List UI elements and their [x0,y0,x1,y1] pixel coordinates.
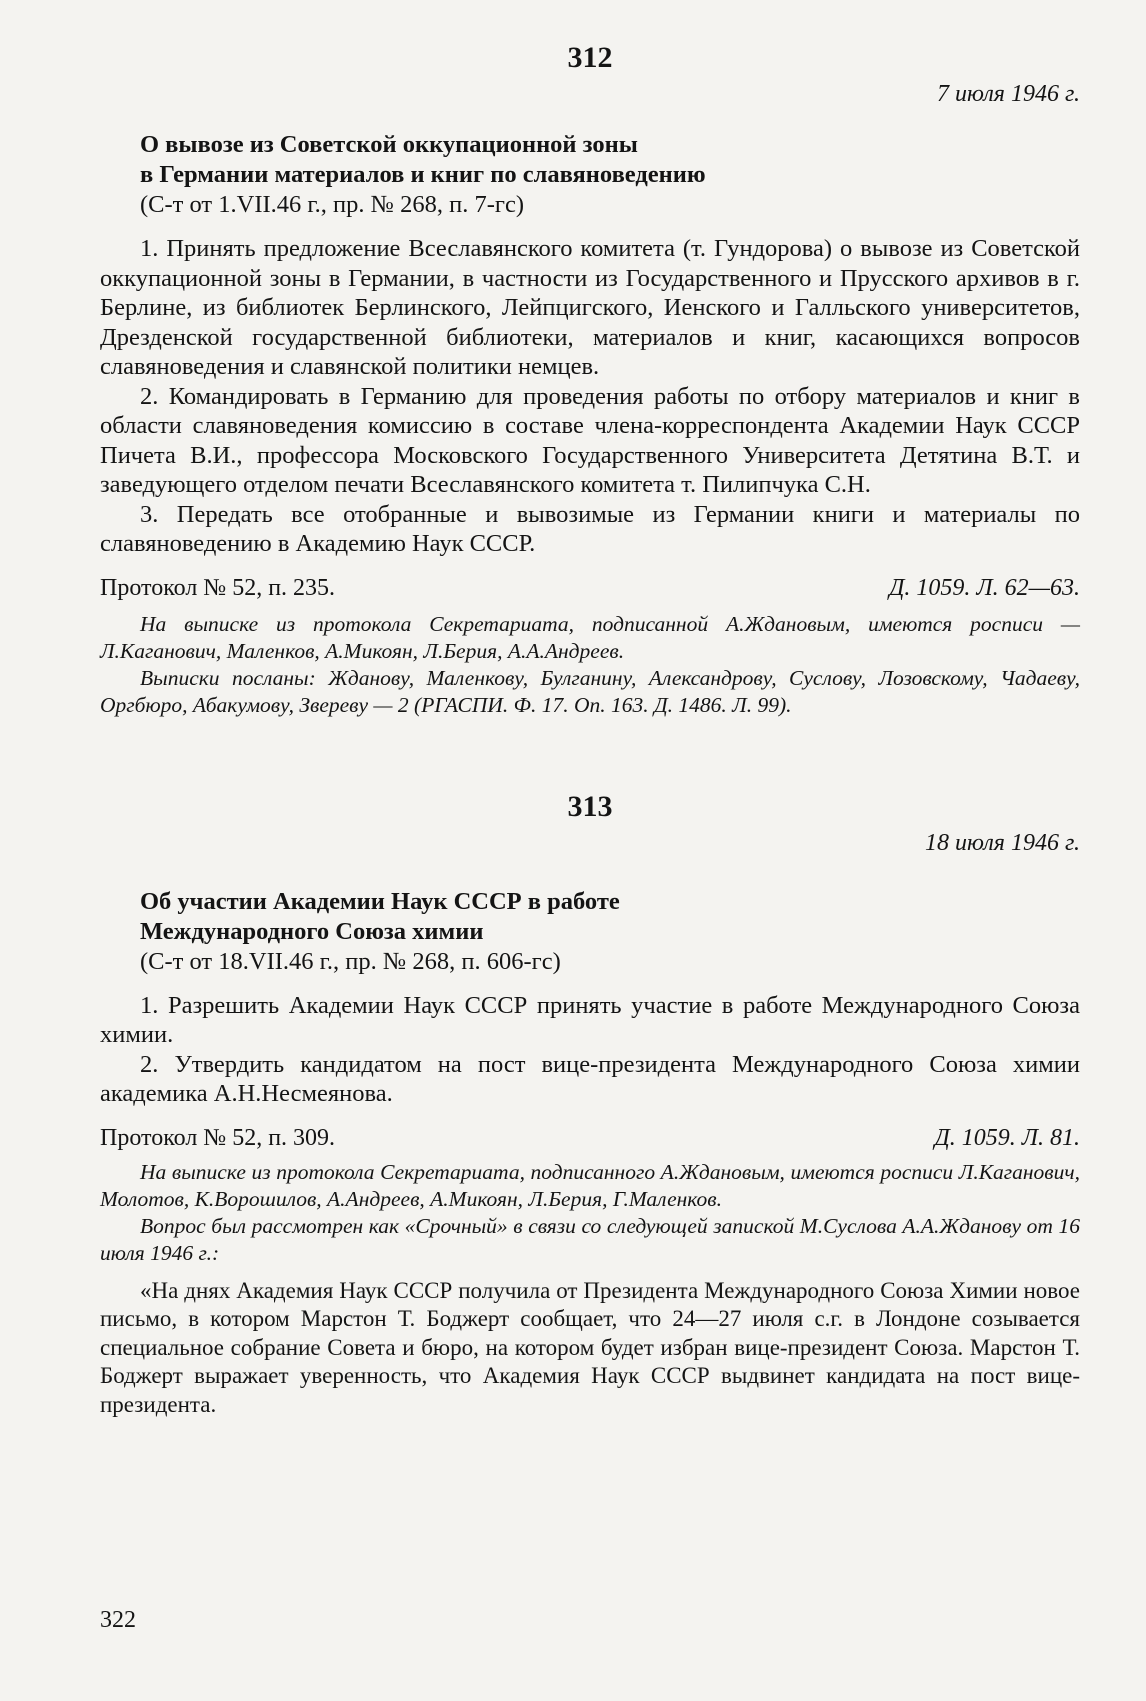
protocol-reference: Протокол № 52, п. 309. [100,1124,336,1151]
protocol-line [100,573,1080,603]
document-title-line: в Германии материалов и книг по славяноведению [140,161,706,188]
document-title-line: Об участии Академии Наук СССР в работе [140,887,620,915]
document-title [140,887,1080,947]
note: На выписке из протокола Секретариата, подписанного А.Ждановым, имеются росписи Л.Каганович, Молотов, К.Ворошилов, А.Андреев, А.Микоян, Л.Берия, Г.Маленков. [100,1159,1080,1211]
protocol-reference: Протокол № 52, п. 235. [100,574,336,601]
paragraph: 2. Утвердить кандидатом на пост вице-президента Международного Союза химии академика А.Н.Несмеянова. [100,1050,1080,1107]
quoted-text: «На днях Академия Наук СССР получила от Президента Международного Союза Химии новое письмо, в котором Марстон Т. Боджерт сообщает, что 24—27 июля с.г. в Лондоне созывается специальное собрание Совета и бюро, на котором будет избран вице-президент Союза. Марстон Т. Боджерт выражает уверенность, что Академия Наук СССР выдвинет кандидата на пост вице-президента. [100,1277,1080,1417]
document-reference: (С-т от 1.VII.46 г., пр. № 268, п. 7-гс) [140,191,525,218]
paragraph: 1. Разрешить Академии Наук СССР принять участие в работе Международного Союза химии. [100,991,1080,1048]
document-number: 313 [567,789,613,823]
document-number: 312 [567,41,613,74]
document-313 [100,789,1080,1420]
document-date: 7 июля 1946 г. [937,81,1080,107]
note: Выписки посланы: Жданову, Маленкову, Булганину, Александрову, Суслову, Лозовскому, Чадаеву, Оргбюро, Абакумову, Звереву — 2 (РГАСПИ. Ф. 17. Оп. 163. Д. 1486. Л. 99). [100,665,1080,717]
note: Вопрос был рассмотрен как «Срочный» в связи со следующей запиской М.Суслова А.А.Жданову от 16 июля 1946 г.: [100,1213,1080,1265]
protocol-line [100,1123,1080,1153]
archive-reference: Д. 1059. Л. 62—63. [889,574,1080,601]
document-page [100,40,1080,1419]
document-title-line: О вывозе из Советской оккупационной зоны [140,131,638,158]
document-312 [100,40,1080,719]
document-date: 18 июля 1946 г. [925,829,1080,856]
paragraph: 3. Передать все отобранные и вывозимые из Германии книги и материалы по славяноведению в Академию Наук СССР. [100,500,1080,557]
page-number: 322 [100,1607,136,1633]
document-title [140,130,1080,190]
paragraph: 1. Принять предложение Всеславянского комитета (т. Гундорова) о вывозе из Советской оккупационной зоны в Германии, в частности из Государственного и Прусского архивов в г. Берлине, из библиотек Берлинского, Лейпцигского, Иенского и Галльского университетов, Дрезденской государственной библиотеки, материалов и книг, касающихся вопросов славяноведения и славянской политики немцев. [100,235,1080,380]
paragraph: 2. Командировать в Германию для проведения работы по отбору материалов и книг в области славяноведения комиссию в составе члена-корреспондента Академии Наук СССР Пичета В.И., профессора Московского Государственного Университета Детятина В.Т. и заведующего отделом печати Всеславянского комитета т. Пилипчука С.Н. [100,382,1080,498]
document-title-line: Международного Союза химии [140,917,484,945]
archive-reference: Д. 1059. Л. 81. [934,1124,1080,1151]
note: На выписке из протокола Секретариата, подписанной А.Ждановым, имеются росписи — Л.Каганович, Маленков, А.Микоян, Л.Берия, А.А.Андреев. [100,611,1080,663]
document-reference: (С-т от 18.VII.46 г., пр. № 268, п. 606-гс) [140,947,561,975]
